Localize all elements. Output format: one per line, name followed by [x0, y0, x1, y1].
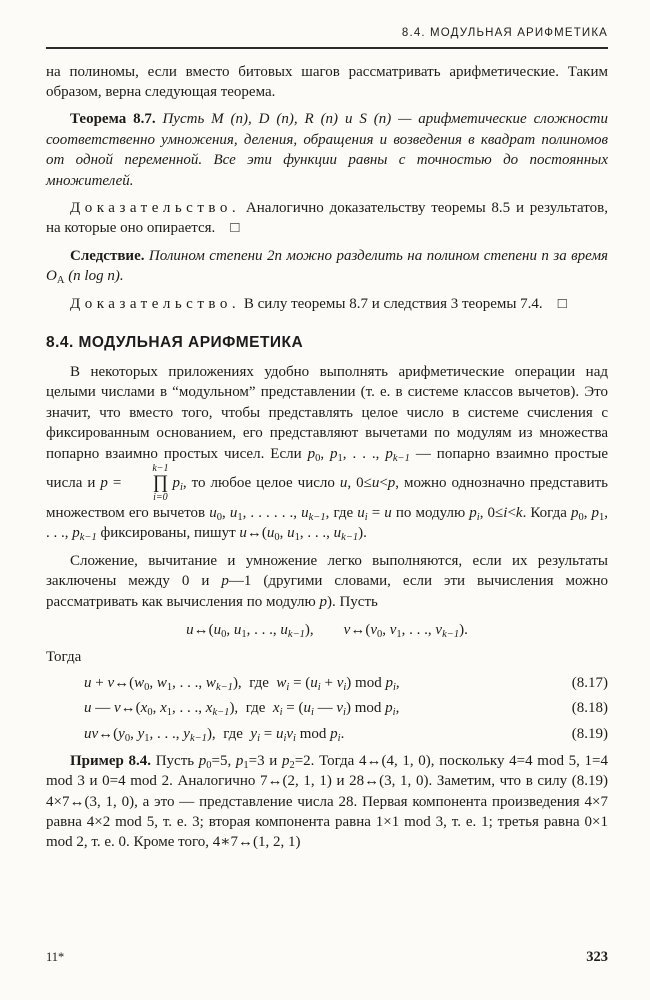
equation-8-18-body: u — v↔(x0, x1, . . ., xk−1), где xi = (ui — vi) mod pi,	[84, 700, 400, 719]
equation-8-18	[46, 698, 608, 718]
paragraph-then: Тогда	[46, 649, 82, 666]
equation-8-17	[46, 673, 608, 693]
theorem-8-7: Теорема 8.7. Пусть M (n), D (n), R (n) и S (n) — арифметические сложности соответственно умножения, деления, обращения и возведения в квадрат полиномов от одной переменной. Все эти функции равны с точностью до постоянных множителей.	[46, 111, 608, 189]
paragraph-intro: на полиномы, если вместо битовых шагов рассматривать арифметические. Таким образом, верна следующая теорема.	[46, 63, 608, 101]
page-header	[46, 26, 608, 49]
equation-8-19	[46, 724, 608, 744]
signature-mark: 11*	[46, 950, 65, 965]
header-rule	[46, 47, 608, 49]
example-8-4: Пример 8.4. Пусть p0=5, p1=3 и p2=2. Тогда 4↔(4, 1, 0), поскольку 4=4 mod 5, 1=4 mod 3 и 0=4 mod 2. Аналогично 7↔(2, 1, 1) и 28↔(3, 1, 0). Заметим, что в силу (8.19) 4×7↔(3, 1, 0), а это — представление числа 28. Первая компонента произведения 4×7 равна 4×2 mod 5, т. е. 3; вторая компонента равна 1×1 mod 3, т. е. 1; третья равна 0×1 mod 2, т. е. 0. Кроме того, 4∗7↔(1, 2, 1)	[46, 752, 608, 851]
page-footer	[46, 948, 608, 968]
proof-theorem-8-7: Доказательство. Аналогично доказательству теоремы 8.5 и результатов, на которые оно опирается. □	[46, 199, 608, 237]
section-heading: 8.4. МОДУЛЬНАЯ АРИФМЕТИКА	[46, 333, 304, 351]
running-header: 8.4. МОДУЛЬНАЯ АРИФМЕТИКА	[401, 27, 608, 39]
paragraph-operations: Сложение, вычитание и умножение легко выполняются, если их результаты заключены между 0 и p—1 (другими словами, если эти вычисления можно рассматривать как вычисления по модулю p). Пусть	[46, 552, 608, 610]
page-number: 323	[586, 949, 608, 966]
corollary: Следствие. Полином степени 2n можно разделить на полином степени n за время OA (n log n).	[46, 247, 608, 287]
equation-8-18-number: (8.18)	[571, 700, 608, 717]
equation-8-19-number: (8.19)	[571, 725, 608, 742]
equation-8-17-number: (8.17)	[571, 674, 608, 691]
equation-8-19-body: uv↔(y0, y1, . . ., yk−1), где yi = uivi mod pi.	[84, 725, 345, 744]
paragraph-modular-representation: В некоторых приложениях удобно выполнять арифметические операции над целыми числами в “модульном” представлении (т. е. в системе классов вычетов). Это значит, что вместо того, чтобы представлять целое число в системе счисления с фиксированным основанием, его представляют вычетами по модулям из множества попарно взаимно простых чисел. Если p0, p1, . . ., pk−1 — попарно взаимно простые числа и p = k−1 ∏ i=0 pi, то любое целое число u, 0≤u<p, можно однозначно представить множеством его вычетов u0, u1, . . . . . ., uk−1, где ui = u по модулю pi, 0≤i<k. Когда p0, p1, . . ., pk−1 фиксированы, пишут u↔(u0, u1, . . ., uk−1).	[46, 364, 609, 544]
equation-8-17-body: u + v↔(w0, w1, . . ., wk−1), где wi = (ui + vi) mod pi,	[84, 674, 400, 693]
proof-corollary: Доказательство. В силу теоремы 8.7 и следствия 3 теоремы 7.4. □	[70, 295, 567, 312]
display-equation-let: u↔(u0, u1, . . ., uk−1), v↔(v0, v1, . . ., vk−1).	[186, 621, 468, 640]
